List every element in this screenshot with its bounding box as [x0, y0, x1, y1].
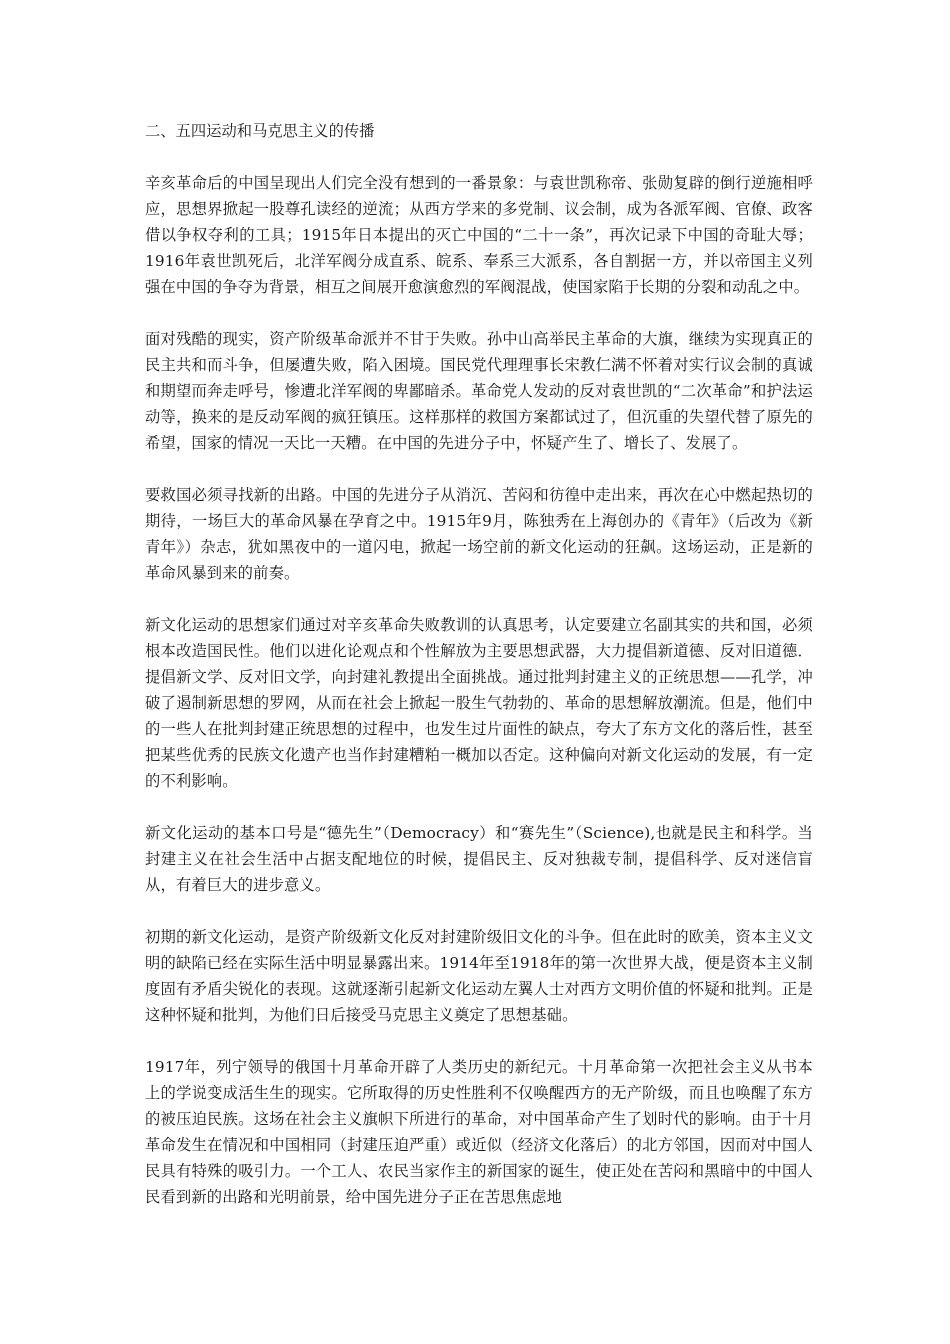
paragraph-6: 初期的新文化运动，是资产阶级新文化反对封建阶级旧文化的斗争。但在此时的欧美，资本主义文明的缺陷已经在实际生活中明显暴露出来。1914年至1918年的第一次世界大战，便是资本主义制度固有矛盾尖锐化的表现。这就逐渐引起新文化运动左翼人士对西方文明价值的怀疑和批判。正是这种怀疑和批判，为他们日后接受马克思主义奠定了思想基础。	[145, 928, 813, 1024]
section-heading: 二、五四运动和马克思主义的传播	[145, 122, 375, 140]
paragraph-4: 新文化运动的思想家们通过对辛亥革命失败教训的认真思考，认定要建立名副其实的共和国，必须根本改造国民性。他们以进化论观点和个性解放为主要思想武器，大力提倡新道德、反对旧道德．提倡新文学、反对旧文学，向封建礼教提出全面挑战。通过批判封建主义的正统思想——孔学，冲破了遏制新思想的罗网，从而在社会上掀起一股生气勃勃的、革命的思想解放潮流。但是，他们中的一些人在批判封建正统思想的过程中，也发生过片面性的缺点，夸大了东方文化的落后性，甚至把某些优秀的民族文化遗产也当作封建糟粕一概加以否定。这种偏向对新文化运动的发展，有一定的不利影响。	[145, 616, 813, 790]
document-page	[145, 118, 813, 1236]
paragraph-1: 辛亥革命后的中国呈现出人们完全没有想到的一番景象：与袁世凯称帝、张勋复辟的倒行逆施相呼应，思想界掀起一股尊孔读经的逆流；从西方学来的多党制、议会制，成为各派军阀、官僚、政客借以争权夺利的工具；1915年日本提出的灭亡中国的“二十一条”，再次记录下中国的奇耻大辱；1916年袁世凯死后，北洋军阀分成直系、皖系、奉系三大派系，各自割据一方，并以帝国主义列强在中国的争夺为背景，相互之间展开愈演愈烈的军阀混战，使国家陷于长期的分裂和动乱之中。	[145, 174, 813, 296]
paragraph-7: 1917年，列宁领导的俄国十月革命开辟了人类历史的新纪元。十月革命第一次把社会主义从书本上的学说变成活生生的现实。它所取得的历史性胜利不仅唤醒西方的无产阶级，而且也唤醒了东方的被压迫民族。这场在社会主义旗帜下所进行的革命，对中国革命产生了划时代的影响。由于十月革命发生在情况和中国相同（封建压迫严重）或近似（经济文化落后）的北方邻国，因而对中国人民具有特殊的吸引力。一个工人、农民当家作主的新国家的诞生，使正处在苦闷和黑暗中的中国人民看到新的出路和光明前景，给中国先进分子正在苦思焦虑地	[145, 1058, 813, 1206]
paragraph-5: 新文化运动的基本口号是“德先生”（Democracy）和“赛先生”（Science),也就是民主和科学。当封建主义在社会生活中占据支配地位的时候，提倡民主、反对独裁专制，提倡科学、反对迷信盲从，有着巨大的进步意义。	[145, 824, 813, 894]
paragraph-2: 面对残酷的现实，资产阶级革命派并不甘于失败。孙中山高举民主革命的大旗，继续为实现真正的民主共和而斗争，但屡遭失败，陷入困境。国民党代理理事长宋教仁满不怀着对实行议会制的真诚和期望而奔走呼号，惨遭北洋军阀的卑鄙暗杀。革命党人发动的反对袁世凯的“二次革命”和护法运动等，换来的是反动军阀的疯狂镇压。这样那样的救国方案都试过了，但沉重的失望代替了原先的希望，国家的情况一天比一天糟。在中国的先进分子中，怀疑产生了、增长了、发展了。	[145, 330, 813, 452]
paragraph-3: 要救国必须寻找新的出路。中国的先进分子从消沉、苦闷和彷徨中走出来，再次在心中燃起热切的期待，一场巨大的革命风暴在孕育之中。1915年9月，陈独秀在上海创办的《青年》（后改为《新青年》）杂志，犹如黑夜中的一道闪电，掀起一场空前的新文化运动的狂飙。这场运动，正是新的革命风暴到来的前奏。	[145, 486, 813, 582]
